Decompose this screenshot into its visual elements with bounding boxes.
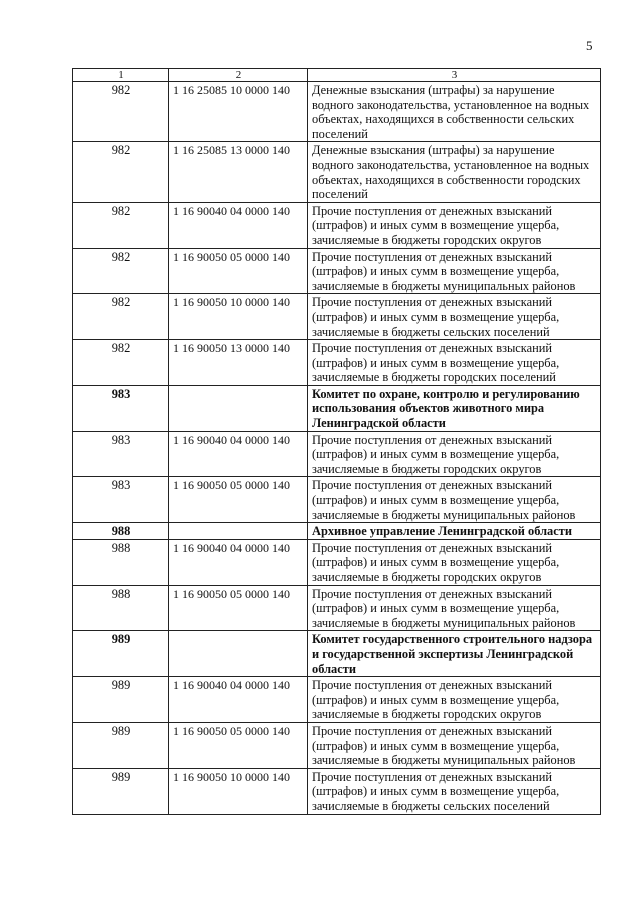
table-row [73, 768, 601, 814]
table-row [73, 539, 601, 585]
description-cell: Комитет по охране, контролю и регулированию использования объектов животного мира Ленинградской области [308, 385, 601, 431]
description-cell: Прочие поступления от денежных взысканий (штрафов) и иных сумм в возмещение ущерба, зачисляемые в бюджеты муниципальных районов [308, 585, 601, 631]
header-col-1: 1 [73, 69, 169, 82]
admin-code-cell: 988 [73, 539, 169, 585]
description-cell: Прочие поступления от денежных взысканий (штрафов) и иных сумм в возмещение ущерба, зачисляемые в бюджеты городских округов [308, 431, 601, 477]
table-row [73, 722, 601, 768]
description-cell: Денежные взыскания (штрафы) за нарушение водного законодательства, установленное на водных объектах, находящихся в собственности сельских поселений [308, 82, 601, 142]
budget-code-cell: 1 16 90040 04 0000 140 [169, 539, 308, 585]
budget-code-cell: 1 16 25085 10 0000 140 [169, 82, 308, 142]
admin-code-cell: 983 [73, 385, 169, 431]
description-cell: Прочие поступления от денежных взысканий (штрафов) и иных сумм в возмещение ущерба, зачисляемые в бюджеты городских округов [308, 539, 601, 585]
description-cell: Прочие поступления от денежных взысканий (штрафов) и иных сумм в возмещение ущерба, зачисляемые в бюджеты сельских поселений [308, 294, 601, 340]
admin-code-cell: 989 [73, 631, 169, 677]
budget-code-cell [169, 523, 308, 540]
revenue-codes-table [72, 68, 601, 815]
header-col-3: 3 [308, 69, 601, 82]
description-cell: Архивное управление Ленинградской области [308, 523, 601, 540]
admin-code-cell: 989 [73, 768, 169, 814]
budget-code-cell: 1 16 90040 04 0000 140 [169, 431, 308, 477]
description-cell: Прочие поступления от денежных взысканий (штрафов) и иных сумм в возмещение ущерба, зачисляемые в бюджеты муниципальных районов [308, 477, 601, 523]
table-row-section [73, 631, 601, 677]
description-cell: Прочие поступления от денежных взысканий (штрафов) и иных сумм в возмещение ущерба, зачисляемые в бюджеты сельских поселений [308, 768, 601, 814]
admin-code-cell: 988 [73, 523, 169, 540]
description-cell: Денежные взыскания (штрафы) за нарушение водного законодательства, установленное на водных объектах, находящихся в собственности городских поселений [308, 142, 601, 202]
admin-code-cell: 983 [73, 431, 169, 477]
table-row [73, 294, 601, 340]
admin-code-cell: 989 [73, 677, 169, 723]
description-cell: Прочие поступления от денежных взысканий (штрафов) и иных сумм в возмещение ущерба, зачисляемые в бюджеты городских округов [308, 202, 601, 248]
table-row [73, 340, 601, 386]
table-header-row [73, 69, 601, 82]
table-row [73, 82, 601, 142]
admin-code-cell: 982 [73, 340, 169, 386]
description-cell: Прочие поступления от денежных взысканий (штрафов) и иных сумм в возмещение ущерба, зачисляемые в бюджеты городских поселений [308, 340, 601, 386]
admin-code-cell: 988 [73, 585, 169, 631]
description-cell: Комитет государственного строительного надзора и государственной экспертизы Ленинградской области [308, 631, 601, 677]
description-cell: Прочие поступления от денежных взысканий (штрафов) и иных сумм в возмещение ущерба, зачисляемые в бюджеты городских округов [308, 677, 601, 723]
table-row [73, 477, 601, 523]
budget-code-cell: 1 16 90050 10 0000 140 [169, 294, 308, 340]
budget-code-cell: 1 16 90050 10 0000 140 [169, 768, 308, 814]
budget-code-cell: 1 16 90040 04 0000 140 [169, 677, 308, 723]
table-row [73, 202, 601, 248]
table-row [73, 585, 601, 631]
table-row-section [73, 385, 601, 431]
budget-code-cell: 1 16 25085 13 0000 140 [169, 142, 308, 202]
table-row-section [73, 523, 601, 540]
table-row [73, 677, 601, 723]
admin-code-cell: 982 [73, 142, 169, 202]
admin-code-cell: 982 [73, 82, 169, 142]
budget-code-cell [169, 385, 308, 431]
description-cell: Прочие поступления от денежных взысканий (штрафов) и иных сумм в возмещение ущерба, зачисляемые в бюджеты муниципальных районов [308, 248, 601, 294]
budget-code-cell: 1 16 90050 05 0000 140 [169, 477, 308, 523]
budget-code-cell: 1 16 90050 05 0000 140 [169, 248, 308, 294]
budget-code-cell: 1 16 90050 05 0000 140 [169, 585, 308, 631]
admin-code-cell: 983 [73, 477, 169, 523]
header-col-2: 2 [169, 69, 308, 82]
table-row [73, 248, 601, 294]
admin-code-cell: 982 [73, 294, 169, 340]
page-number: 5 [586, 38, 593, 53]
admin-code-cell: 982 [73, 202, 169, 248]
table-row [73, 142, 601, 202]
description-cell: Прочие поступления от денежных взысканий (штрафов) и иных сумм в возмещение ущерба, зачисляемые в бюджеты муниципальных районов [308, 722, 601, 768]
budget-code-cell: 1 16 90050 05 0000 140 [169, 722, 308, 768]
admin-code-cell: 989 [73, 722, 169, 768]
budget-code-cell: 1 16 90040 04 0000 140 [169, 202, 308, 248]
admin-code-cell: 982 [73, 248, 169, 294]
table-row [73, 431, 601, 477]
table-body [73, 69, 601, 815]
budget-code-cell [169, 631, 308, 677]
budget-code-cell: 1 16 90050 13 0000 140 [169, 340, 308, 386]
